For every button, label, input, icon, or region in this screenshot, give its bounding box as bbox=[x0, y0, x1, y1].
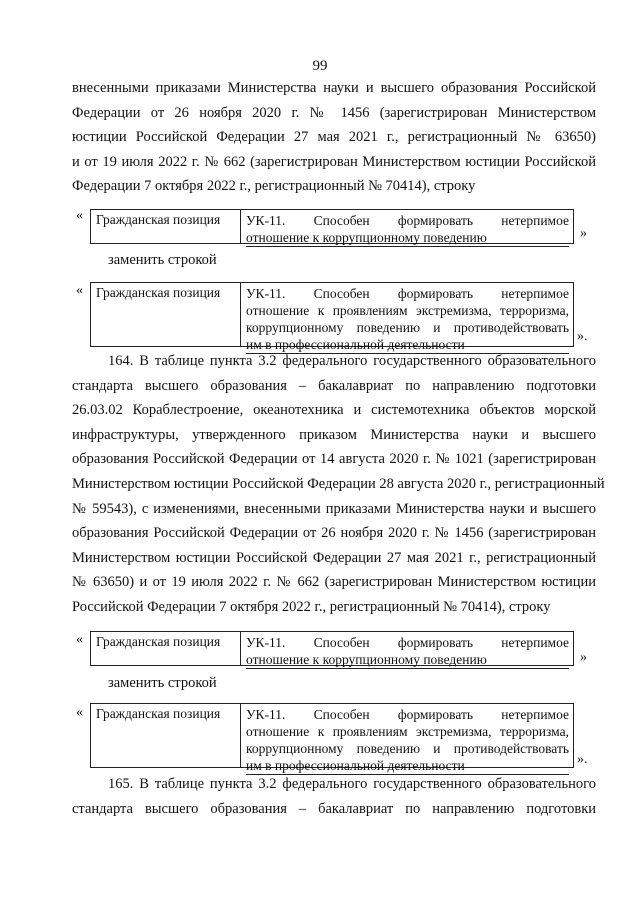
cell-line: УК-11. Способен формировать нетерпимое bbox=[246, 707, 569, 722]
text-line: 26.03.02 Кораблестроение, океанотехника и системотехника объектов морской bbox=[72, 402, 596, 419]
close-quote: ». bbox=[577, 752, 588, 767]
replace-label: заменить строкой bbox=[108, 675, 217, 691]
paragraph-1 bbox=[72, 76, 596, 199]
cell-line: отношение к коррупционному поведению bbox=[246, 229, 569, 247]
close-quote: ». bbox=[577, 329, 588, 344]
table-cell-competency-text bbox=[242, 210, 573, 247]
text-line: Российской Федерации 7 октября 2022 г., регистрационный № 70414), строку bbox=[72, 598, 551, 615]
table-cell-competency-text bbox=[242, 283, 573, 354]
text-line: стандарта высшего образования – бакалавриат по направлению подготовки bbox=[72, 800, 596, 817]
text-line: № 63650) и от 19 июля 2022 г. № 662 (зарегистрирован Министерством юстиции bbox=[72, 574, 596, 591]
text-line: юстиции Российской Федерации 27 мая 2021 г., регистрационный № 63650) bbox=[72, 129, 596, 146]
table-row-old-2 bbox=[90, 631, 574, 666]
open-quote: « bbox=[76, 705, 83, 720]
text-line: стандарта высшего образования – бакалавриат по направлению подготовки bbox=[72, 377, 596, 394]
paragraph-164 bbox=[72, 349, 605, 620]
table-cell-competency-text bbox=[242, 632, 573, 669]
cell-line: УК-11. Способен формировать нетерпимое bbox=[246, 286, 569, 301]
text-line: внесенными приказами Министерства науки и высшего образования Российской bbox=[72, 80, 596, 96]
cell-line: коррупционному поведению и противодействовать bbox=[246, 741, 569, 756]
text-line: инфраструктуры, утвержденного приказом Министерства науки и высшего bbox=[72, 426, 596, 443]
paragraph-165 bbox=[72, 772, 596, 821]
cell-line: им в профессиональной деятельности bbox=[246, 757, 569, 775]
text-line: Федерации от 26 ноября 2020 г. № 1456 (зарегистрирован Министерством bbox=[72, 104, 596, 121]
text-line: Министерством юстиции Российской Федерации 28 августа 2020 г., регистрационный bbox=[72, 475, 605, 492]
text-line: № 59543), с изменениями, внесенными приказами Министерства науки и высшего bbox=[72, 500, 596, 517]
close-quote: » bbox=[580, 226, 587, 241]
replace-label: заменить строкой bbox=[108, 252, 217, 268]
text-line: и от 19 июля 2022 г. № 662 (зарегистрирован Министерством юстиции Российской bbox=[72, 153, 596, 170]
text-line: образования Российской Федерации от 14 августа 2020 г. № 1021 (зарегистрирован bbox=[72, 451, 596, 468]
text-line: Министерством юстиции Российской Федерации 27 мая 2021 г., регистрационный bbox=[72, 549, 596, 566]
table-cell-competency-group: Гражданская позиция bbox=[91, 210, 241, 243]
table-cell-competency-group: Гражданская позиция bbox=[91, 704, 241, 767]
text-line: 165. В таблице пункта 3.2 федерального государственного образовательного bbox=[108, 776, 596, 792]
table-row-old-1 bbox=[90, 209, 574, 244]
open-quote: « bbox=[76, 283, 83, 298]
text-line: 164. В таблице пункта 3.2 федерального государственного образовательного bbox=[108, 353, 596, 369]
text-line: образования Российской Федерации от 26 ноября 2020 г. № 1456 (зарегистрирован bbox=[72, 525, 596, 542]
table-cell-competency-group: Гражданская позиция bbox=[91, 632, 241, 665]
cell-line: отношение к проявлениям экстремизма, терроризма, bbox=[246, 303, 569, 318]
page-number: 99 bbox=[312, 58, 328, 74]
cell-line: отношение к проявлениям экстремизма, терроризма, bbox=[246, 724, 569, 739]
close-quote: » bbox=[580, 650, 587, 665]
open-quote: « bbox=[76, 208, 83, 223]
table-cell-competency-group: Гражданская позиция bbox=[91, 283, 241, 346]
open-quote: « bbox=[76, 632, 83, 647]
cell-line: УК-11. Способен формировать нетерпимое bbox=[246, 635, 569, 650]
table-cell-competency-text bbox=[242, 704, 573, 775]
cell-line: коррупционному поведению и противодействовать bbox=[246, 320, 569, 335]
table-row-new-1 bbox=[90, 282, 574, 352]
cell-line: отношение к коррупционному поведению bbox=[246, 651, 569, 669]
cell-line: им в профессиональной деятельности bbox=[246, 336, 569, 354]
table-row-new-2 bbox=[90, 703, 574, 773]
text-line: Федерации 7 октября 2022 г., регистрационный № 70414), строку bbox=[72, 178, 476, 195]
cell-line: УК-11. Способен формировать нетерпимое bbox=[246, 213, 569, 228]
